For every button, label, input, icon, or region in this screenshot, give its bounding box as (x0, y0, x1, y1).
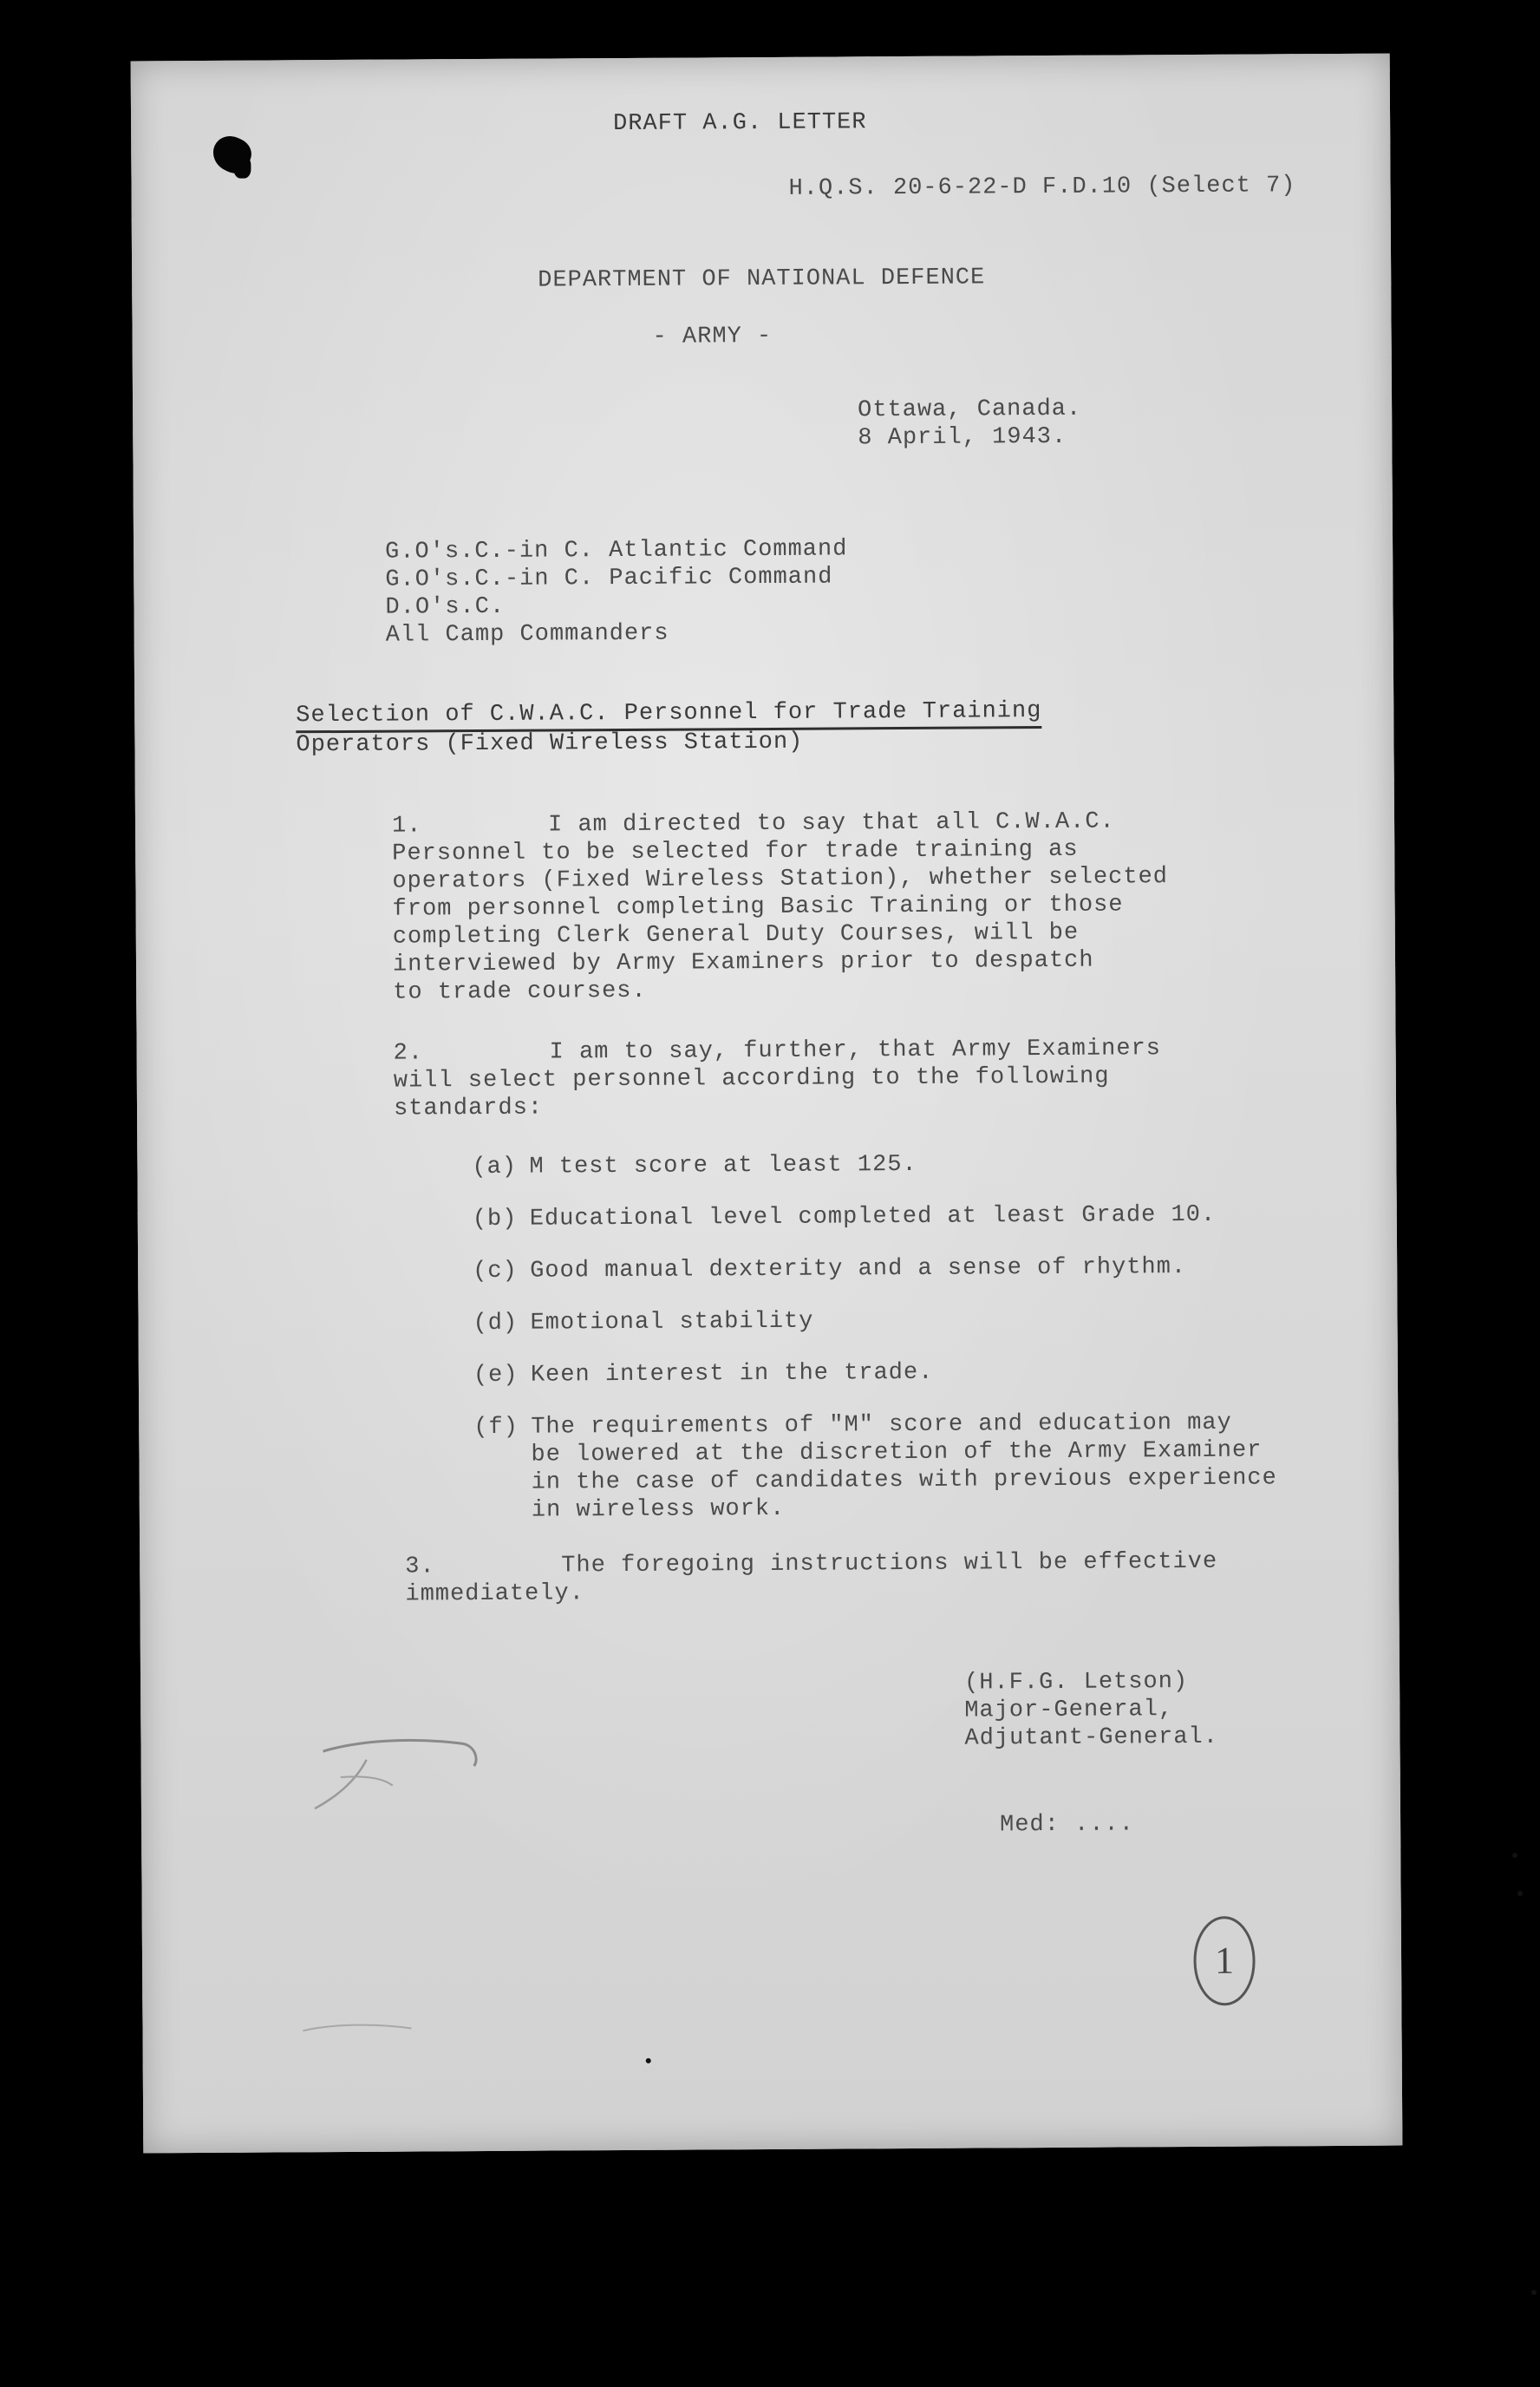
pencil-stroke (298, 2019, 420, 2037)
standard-text: M test score at least 125. (529, 1151, 917, 1180)
signatory-rank: Major-General, (964, 1697, 1174, 1724)
standard-text: Keen interest in the trade. (530, 1359, 934, 1389)
standard-text: in wireless work. (531, 1495, 786, 1524)
letter-date: 8 April, 1943. (858, 423, 1067, 452)
letter-place: Ottawa, Canada. (858, 396, 1082, 424)
signatory-title: Adjutant-General. (964, 1723, 1219, 1752)
para1-line: Personnel to be selected for trade training as (392, 836, 1079, 867)
ink-speck (646, 2058, 651, 2063)
med-line: Med: .... (999, 1811, 1135, 1839)
edge-speck (1517, 1891, 1523, 1896)
para1-line: interviewed by Army Examiners prior to despatch (392, 947, 1094, 978)
subject-line-2: Operators (Fixed Wireless Station) (296, 729, 804, 759)
para3-number: 3. (405, 1553, 435, 1580)
para2-number: 2. (393, 1040, 424, 1067)
para1-line: from personnel completing Basic Training or those (392, 892, 1124, 923)
branch-heading: - ARMY - (652, 323, 773, 350)
signatory-name: (H.F.G. Letson) (963, 1669, 1189, 1697)
file-reference: H.Q.S. 20-6-22-D F.D.10 (Select 7) (788, 173, 1296, 202)
para1-line: operators (Fixed Wireless Station), whether selected (392, 864, 1169, 895)
edge-speck (1531, 2290, 1537, 2295)
para2-line: standards: (393, 1095, 544, 1122)
para1-line: I am directed to say that all C.W.A.C. (547, 808, 1115, 839)
standard-text: Educational level completed at least Grade 10. (529, 1201, 1217, 1233)
page-number-circle (1190, 1913, 1260, 2010)
standard-text: Emotional stability (530, 1308, 814, 1337)
para3-line: The foregoing instructions will be effective (561, 1548, 1218, 1579)
para2-line: I am to say, further, that Army Examiners (549, 1036, 1162, 1066)
draft-title: DRAFT A.G. LETTER (613, 109, 867, 138)
standard-label: (a) (472, 1154, 518, 1181)
edge-speck (1512, 1853, 1517, 1858)
standard-text: Good manual dexterity and a sense of rhythm. (530, 1254, 1187, 1285)
standard-label: (b) (472, 1206, 518, 1233)
pencil-scribble (288, 1724, 514, 1821)
addressee-line: G.O's.C.-in C. Pacific Command (385, 564, 833, 593)
addressee-line: G.O's.C.-in C. Atlantic Command (385, 536, 848, 566)
department-heading: DEPARTMENT OF NATIONAL DEFENCE (538, 265, 986, 294)
standard-text: The requirements of "M" score and education may (531, 1409, 1232, 1441)
document-page (131, 54, 1403, 2154)
para1-line: to trade courses. (393, 978, 647, 1006)
ink-blot-drip (233, 156, 251, 179)
addressee-line: All Camp Commanders (385, 620, 669, 649)
para1-line: completing Clerk General Duty Courses, will be (392, 919, 1080, 951)
addressee-line: D.O's.C. (385, 593, 506, 621)
standard-text: be lowered at the discretion of the Army Examiner (531, 1437, 1263, 1468)
page-number-mark: 1 (1214, 1939, 1235, 1982)
standard-label: (e) (473, 1362, 519, 1390)
para1-number: 1. (391, 813, 422, 840)
standard-label: (d) (473, 1310, 519, 1337)
para2-line: will select personnel according to the following (393, 1063, 1110, 1095)
subject-line-1: Selection of C.W.A.C. Personnel for Trade Training (296, 697, 1041, 733)
standard-label: (f) (473, 1414, 519, 1442)
para3-line: immediately. (405, 1580, 584, 1608)
standard-text: in the case of candidates with previous experience (531, 1465, 1277, 1496)
standard-label: (c) (473, 1258, 518, 1285)
